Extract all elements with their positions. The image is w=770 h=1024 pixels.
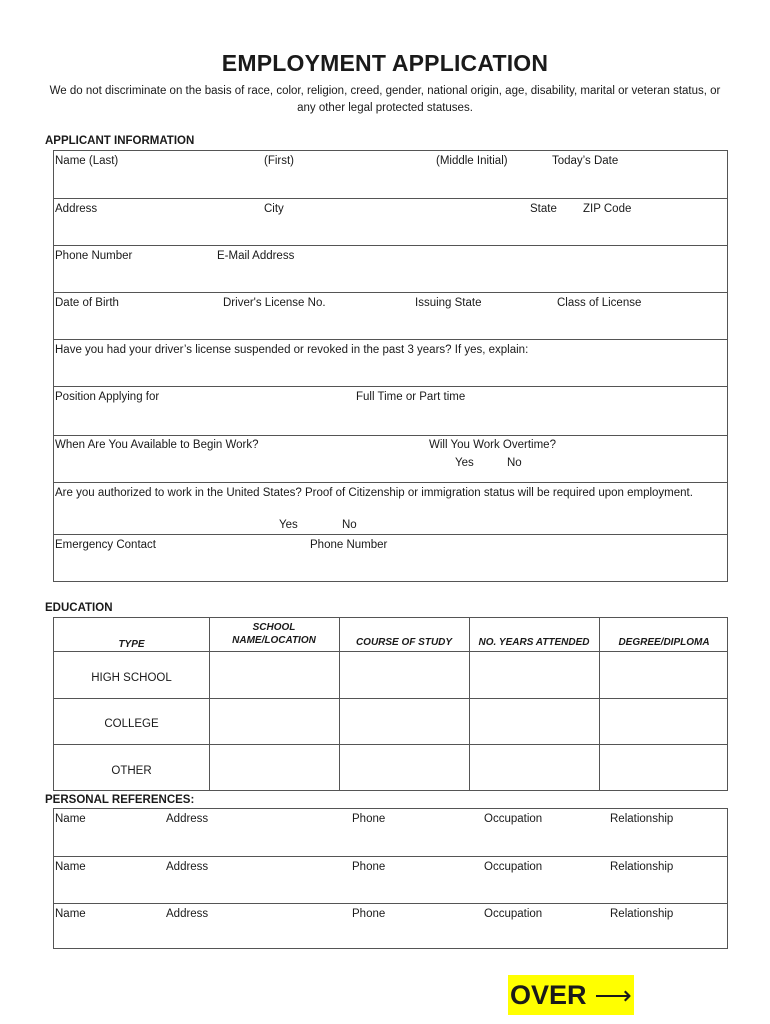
right-arrow-icon: ⟶ — [594, 980, 632, 1010]
name-first-label: (First) — [264, 155, 295, 167]
education-table — [53, 617, 728, 791]
over-label: OVER — [510, 980, 587, 1010]
references-section-label: PERSONAL REFERENCES: — [45, 794, 195, 806]
emergency-phone-label: Phone Number — [310, 539, 388, 551]
applicant-info-box — [53, 150, 728, 582]
ref-address-label: Address — [166, 813, 209, 825]
license-class-label: Class of License — [557, 297, 642, 309]
address-row[interactable] — [54, 198, 727, 245]
ref-name-label: Name — [55, 861, 86, 873]
license-row[interactable] — [54, 292, 727, 339]
row-high-school: HIGH SCHOOL — [91, 672, 172, 684]
ref-name-label: Name — [55, 813, 86, 825]
address-label: Address — [55, 203, 98, 215]
ref-relationship-label: Relationship — [610, 813, 674, 825]
email-label: E-Mail Address — [217, 250, 295, 262]
header-type: TYPE — [118, 639, 145, 650]
row-college: COLLEGE — [104, 718, 159, 730]
header-years: NO. YEARS ATTENDED — [478, 637, 590, 648]
ref-occupation-label: Occupation — [484, 813, 543, 825]
state-label: State — [530, 203, 557, 215]
applicant-section-label: APPLICANT INFORMATION — [45, 135, 195, 147]
suspended-question: Have you had your driver’s license suspended or revoked in the past 3 years? If yes, explain: — [55, 344, 529, 356]
ref-relationship-label: Relationship — [610, 908, 674, 920]
ref-phone-label: Phone — [352, 861, 386, 873]
license-no-label: Driver's License No. — [223, 297, 326, 309]
emergency-row[interactable] — [54, 534, 727, 582]
reference-row[interactable] — [54, 809, 727, 856]
ref-occupation-label: Occupation — [484, 861, 543, 873]
available-label: When Are You Available to Begin Work? — [55, 439, 259, 451]
ref-address-label: Address — [166, 861, 209, 873]
phone-label: Phone Number — [55, 250, 133, 262]
name-row[interactable] — [54, 151, 727, 198]
over-indicator — [508, 975, 634, 1015]
education-section-label: EDUCATION — [45, 602, 113, 614]
name-last-label: Name (Last) — [55, 155, 119, 167]
reference-row[interactable] — [54, 856, 727, 903]
middle-initial-label: (Middle Initial) — [436, 155, 508, 167]
ref-name-label: Name — [55, 908, 86, 920]
row-divider — [54, 744, 727, 745]
city-label: City — [264, 203, 284, 215]
row-divider — [54, 651, 727, 652]
authorized-question: Are you authorized to work in the United States? Proof of Citizenship or immigration status will be required upon employment. — [55, 487, 693, 499]
ref-address-label: Address — [166, 908, 209, 920]
suspended-row[interactable] — [54, 339, 727, 386]
ref-phone-label: Phone — [352, 813, 386, 825]
header-school: SCHOOL NAME/LOCATION — [232, 622, 316, 646]
disclaimer-text: We do not discriminate on the basis of race, color, religion, creed, gender, national origin, age, disability, marital or veteran status, or any other legal protected statuses. — [49, 85, 721, 114]
overtime-label: Will You Work Overtime? — [429, 439, 556, 451]
issuing-state-label: Issuing State — [415, 297, 482, 309]
todays-date-label: Today’s Date — [552, 155, 619, 167]
references-box — [53, 808, 728, 949]
authorization-row[interactable] — [54, 482, 727, 534]
zip-label: ZIP Code — [583, 203, 632, 215]
position-label: Position Applying for — [55, 391, 160, 403]
overtime-yes-option[interactable]: Yes — [455, 457, 474, 469]
authorized-no-option[interactable]: No — [342, 519, 357, 531]
form-title: EMPLOYMENT APPLICATION — [221, 50, 549, 76]
full-part-label: Full Time or Part time — [356, 391, 466, 403]
availability-row[interactable] — [54, 435, 727, 482]
ref-occupation-label: Occupation — [484, 908, 543, 920]
emergency-contact-label: Emergency Contact — [55, 539, 156, 551]
contact-row[interactable] — [54, 245, 727, 292]
header-degree: DEGREE/DIPLOMA — [618, 637, 710, 648]
header-course: COURSE OF STUDY — [355, 637, 453, 648]
overtime-no-option[interactable]: No — [507, 457, 522, 469]
row-divider — [54, 698, 727, 699]
position-row[interactable] — [54, 386, 727, 435]
row-other: OTHER — [111, 765, 152, 777]
dob-label: Date of Birth — [55, 297, 119, 309]
ref-phone-label: Phone — [352, 908, 386, 920]
ref-relationship-label: Relationship — [610, 861, 674, 873]
reference-row[interactable] — [54, 903, 727, 949]
authorized-yes-option[interactable]: Yes — [279, 519, 298, 531]
column-divider — [209, 618, 210, 790]
